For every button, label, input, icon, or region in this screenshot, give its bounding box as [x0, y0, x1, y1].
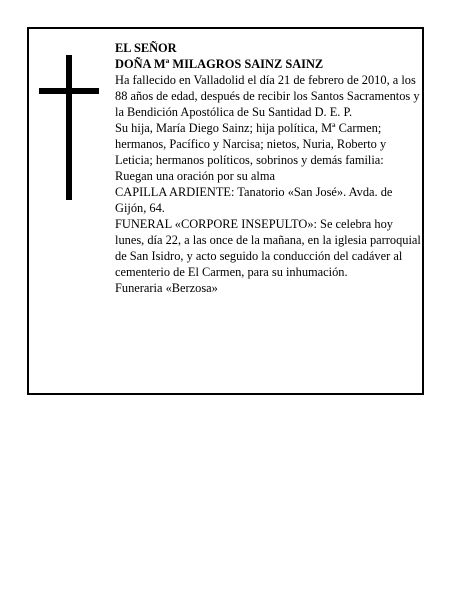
funeral-info: FUNERAL «CORPORE INSEPULTO»: Se celebra hoy lunes, día 22, a las once de la mañana, en la iglesia parroquial de San Isidro, y acto seguido la conducción del cadáver al cementerio de El Carmen, para su inhumación. [115, 217, 421, 279]
cross-horizontal-bar [39, 88, 99, 94]
deceased-name: DOÑA Mª MILAGROS SAINZ SAINZ [115, 57, 324, 71]
funeral-home: Funeraria «Berzosa» [115, 281, 218, 295]
notice-title: EL SEÑOR [115, 41, 177, 55]
cross-icon [39, 55, 99, 200]
notice-text [115, 40, 421, 296]
death-announcement: Ha fallecido en Valladolid el día 21 de febrero de 2010, a los 88 años de edad, después de recibir los Santos Sacramentos y la Bendición Apostólica de Su Santidad D. E. P. [115, 73, 420, 119]
cross-vertical-bar [66, 55, 72, 200]
family-mourners: Su hija, María Diego Sainz; hija política, Mª Carmen; hermanos, Pacífico y Narcisa; nietos, Nuria, Roberto y Leticia; hermanos políticos, sobrinos y demás familia: Ruegan una oración por su alma [115, 121, 387, 183]
obituary-notice [27, 27, 424, 395]
chapel-info: CAPILLA ARDIENTE: Tanatorio «San José». Avda. de Gijón, 64. [115, 185, 393, 215]
